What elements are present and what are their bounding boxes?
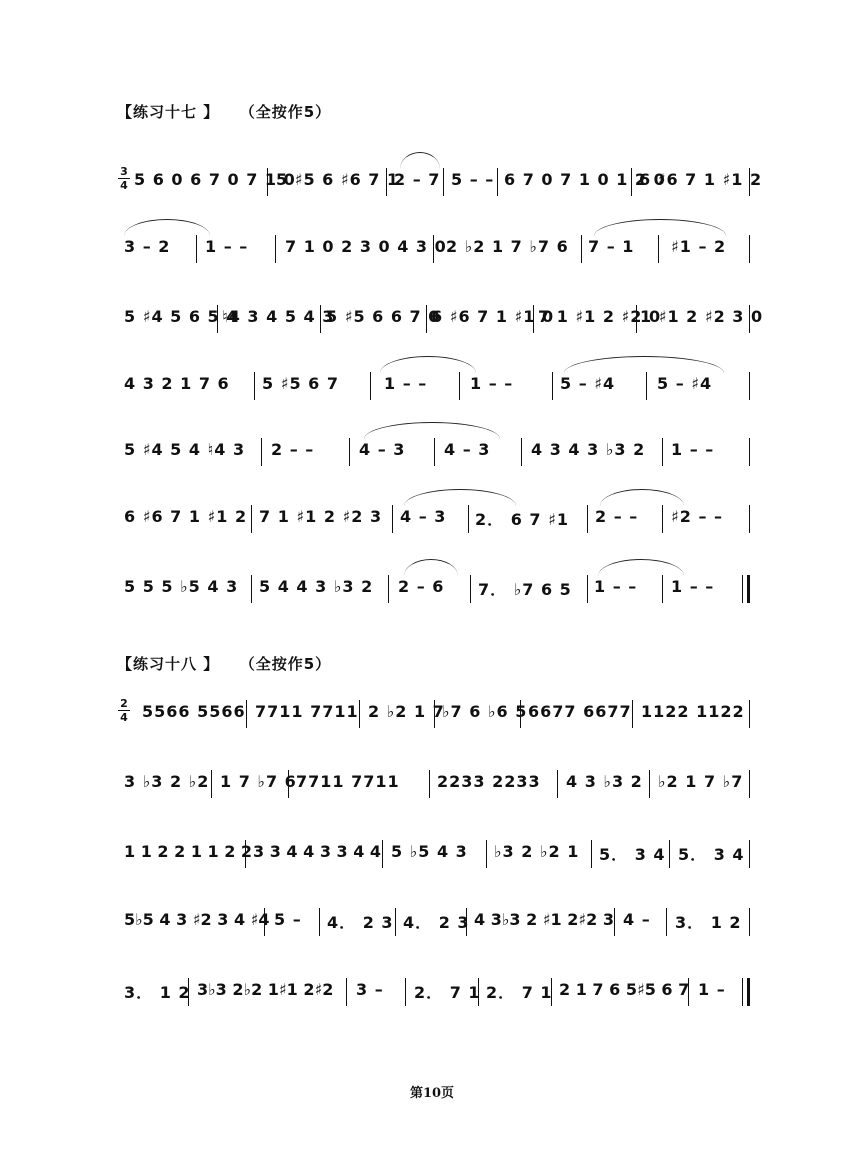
- ex18-r5-m7: 1 –: [698, 980, 726, 999]
- ex18-r3-m6: 5． 3 4: [678, 845, 745, 864]
- ex17-r3-m3: 5 ♯5 6 6 7 0: [326, 307, 441, 326]
- ex17-r3-m5: 7 1 ♯1 2 ♯2 0: [538, 307, 662, 326]
- ex18-r2-m2: 1 7 ♭7 6: [220, 772, 297, 791]
- ex17-staff-row-1: [118, 148, 763, 208]
- exercise-18-title: [117, 653, 331, 674]
- ex18-r5-m4: 2． 7 1: [414, 983, 481, 1002]
- ex17-r2-m4: 2 ♭2 1 7 ♭7 6: [446, 237, 569, 256]
- exercise-17-note: （全按作5）: [247, 103, 332, 121]
- ts-bottom: 4: [120, 711, 128, 724]
- ex18-r4-m6: 4 –: [623, 910, 651, 929]
- ex17-r4-m6: 5 – ♯4: [657, 374, 713, 393]
- exercise-17-title-text: 【练习十七 】: [117, 103, 220, 121]
- ex17-r5-m1: 5 ♯4 5 4 ♮4 3: [124, 440, 246, 459]
- exercise-18-title-text: 【练习十八 】: [117, 655, 220, 673]
- ex18-r1-m1: 5566 5566: [142, 702, 246, 721]
- ex18-r3-m4: ♭3 2 ♭2 1: [494, 842, 580, 861]
- ex18-r5-m3: 3 –: [356, 980, 384, 999]
- ex18-r2-m1: 3 ♭3 2 ♭2: [124, 772, 210, 791]
- ex18-staff-row-3: [118, 820, 750, 880]
- ex17-r4-m3: 1 – –: [384, 374, 428, 393]
- ex18-r4-m3: 4． 2 3: [327, 913, 394, 932]
- ex17-r1-m2: 5 ♯5 6 ♯6 7 1: [276, 170, 400, 189]
- ex17-r7-m2: 5 4 4 3 ♭3 2: [259, 577, 374, 596]
- ex17-r6-m3: 4 – 3: [400, 507, 447, 526]
- ex18-r3-m1: 1 1 2 2 1 1 2 2: [124, 842, 253, 861]
- ex17-r4-m1: 4 3 2 1 7 6: [124, 374, 230, 393]
- ex17-staff-row-4: [118, 352, 750, 412]
- ex17-r4-m4: 1 – –: [470, 374, 514, 393]
- ex17-r1-m4: 5 – –: [451, 170, 495, 189]
- ex17-r6-m5: 2 – –: [595, 507, 639, 526]
- ex17-r7-m4: 7． ♭7 6 5: [478, 580, 572, 599]
- ex17-r6-m1: 6 ♯6 7 1 ♯1 2: [124, 507, 248, 526]
- ex18-staff-row-1: [118, 680, 750, 740]
- ex18-r5-m1: 3． 1 2: [124, 983, 191, 1002]
- ex18-r1-m3: 2 ♭2 1 7: [368, 702, 445, 721]
- ex18-r3-m3: 5 ♭5 4 3: [391, 842, 468, 861]
- ex17-r7-m3: 2 – 6: [398, 577, 445, 596]
- ex17-r6-m2: 7 1 ♯1 2 ♯2 3: [259, 507, 383, 526]
- ex17-r6-m6: ♯2 – –: [671, 507, 724, 526]
- ex18-r1-m2: 7711 7711: [255, 702, 359, 721]
- ex18-r4-m4: 4． 2 3: [403, 913, 470, 932]
- ex18-r5-m5: 2． 7 1: [486, 983, 553, 1002]
- ex18-r2-m6: ♭2 1 7 ♭7: [658, 772, 744, 791]
- ex17-r5-m4: 4 – 3: [444, 440, 491, 459]
- ex17-r2-m6: ♯1 – 2: [671, 237, 727, 256]
- ex18-r5-m2: 3♭3 2♭2 1♯1 2♯2: [197, 980, 334, 999]
- ex17-r7-m5: 1 – –: [594, 577, 638, 596]
- ex18-r4-m2: 5 –: [274, 910, 302, 929]
- ex18-time-signature: [118, 698, 130, 723]
- ex17-r1-m1: 5 6 0 6 7 0 7 1 0: [134, 170, 296, 189]
- ex17-r2-m2: 1 – –: [205, 237, 249, 256]
- ts-top: 3: [120, 165, 128, 178]
- ex17-staff-row-7: [118, 555, 750, 615]
- ex18-r2-m5: 4 3 ♭3 2: [566, 772, 643, 791]
- ex17-r5-m2: 2 – –: [271, 440, 315, 459]
- ex17-time-signature: [118, 166, 130, 191]
- ex18-r1-m4: ♭7 6 ♭6 5: [442, 702, 528, 721]
- ex18-staff-row-4: [118, 888, 750, 948]
- ex17-r3-m1: 5 ♯4 5 6 5 4: [124, 307, 239, 326]
- ex18-r1-m6: 1122 1122: [641, 702, 745, 721]
- ex17-staff-row-5: [118, 418, 750, 478]
- page-number: 第10页: [409, 1086, 455, 1101]
- ex17-r5-m6: 1 – –: [671, 440, 715, 459]
- ex17-r1-m3: 2 – 7: [394, 170, 441, 189]
- ex18-r3-m2: 3 3 4 4 3 3 4 4: [253, 842, 382, 861]
- ex17-r4-m5: 5 – ♯4: [560, 374, 616, 393]
- ex18-r2-m3: 7711 7711: [296, 772, 400, 791]
- ex17-r5-m3: 4 – 3: [359, 440, 406, 459]
- ex17-r1-m5: 6 7 0 7 1 0 1 2 0: [504, 170, 666, 189]
- ex18-r4-m7: 3． 1 2: [675, 913, 742, 932]
- ex18-r4-m5: 4 3♭3 2 ♯1 2♯2 3: [474, 910, 614, 929]
- ex17-r2-m3: 7 1 0 2 3 0 4 3 0: [285, 237, 447, 256]
- ex18-r4-m1: 5♭5 4 3 ♯2 3 4 ♯4: [124, 910, 270, 929]
- ts-top: 2: [120, 697, 128, 710]
- ex17-r4-m2: 5 ♯5 6 7: [262, 374, 339, 393]
- ex17-staff-row-3: [118, 285, 764, 345]
- ex18-r3-m5: 5． 3 4: [599, 845, 666, 864]
- ex18-r5-m6: 2 1 7 6 5♯5 6 7: [559, 980, 690, 999]
- ex18-r2-m4: 2233 2233: [437, 772, 541, 791]
- ts-bottom: 4: [120, 179, 128, 192]
- ex18-r1-m5: 6677 6677: [528, 702, 632, 721]
- exercise-17-title: [117, 101, 331, 122]
- ex17-r3-m2: ♮4 3 4 5 4 3: [222, 307, 335, 326]
- ex17-staff-row-2: [118, 215, 750, 275]
- ex17-r5-m5: 4 3 4 3 ♭3 2: [531, 440, 646, 459]
- ex17-staff-row-6: [118, 485, 750, 545]
- ex17-r3-m6: 1 ♯1 2 ♯2 3 0: [640, 307, 764, 326]
- ex17-r1-m6: 6 ♯6 7 1 ♯1 2: [639, 170, 763, 189]
- ex17-r7-m6: 1 – –: [671, 577, 715, 596]
- ex17-r6-m4: 2． 6 7 ♯1: [475, 510, 569, 529]
- ex18-staff-row-2: [118, 750, 750, 810]
- ex17-r2-m5: 7 – 1: [588, 237, 635, 256]
- ex17-r3-m4: 6 ♯6 7 1 ♯1 0: [431, 307, 555, 326]
- ex17-r2-m1: 3 – 2: [124, 237, 171, 256]
- ex18-staff-row-5: [118, 958, 750, 1018]
- ex17-r7-m1: 5 5 5 ♭5 4 3: [124, 577, 239, 596]
- exercise-18-note: （全按作5）: [247, 655, 332, 673]
